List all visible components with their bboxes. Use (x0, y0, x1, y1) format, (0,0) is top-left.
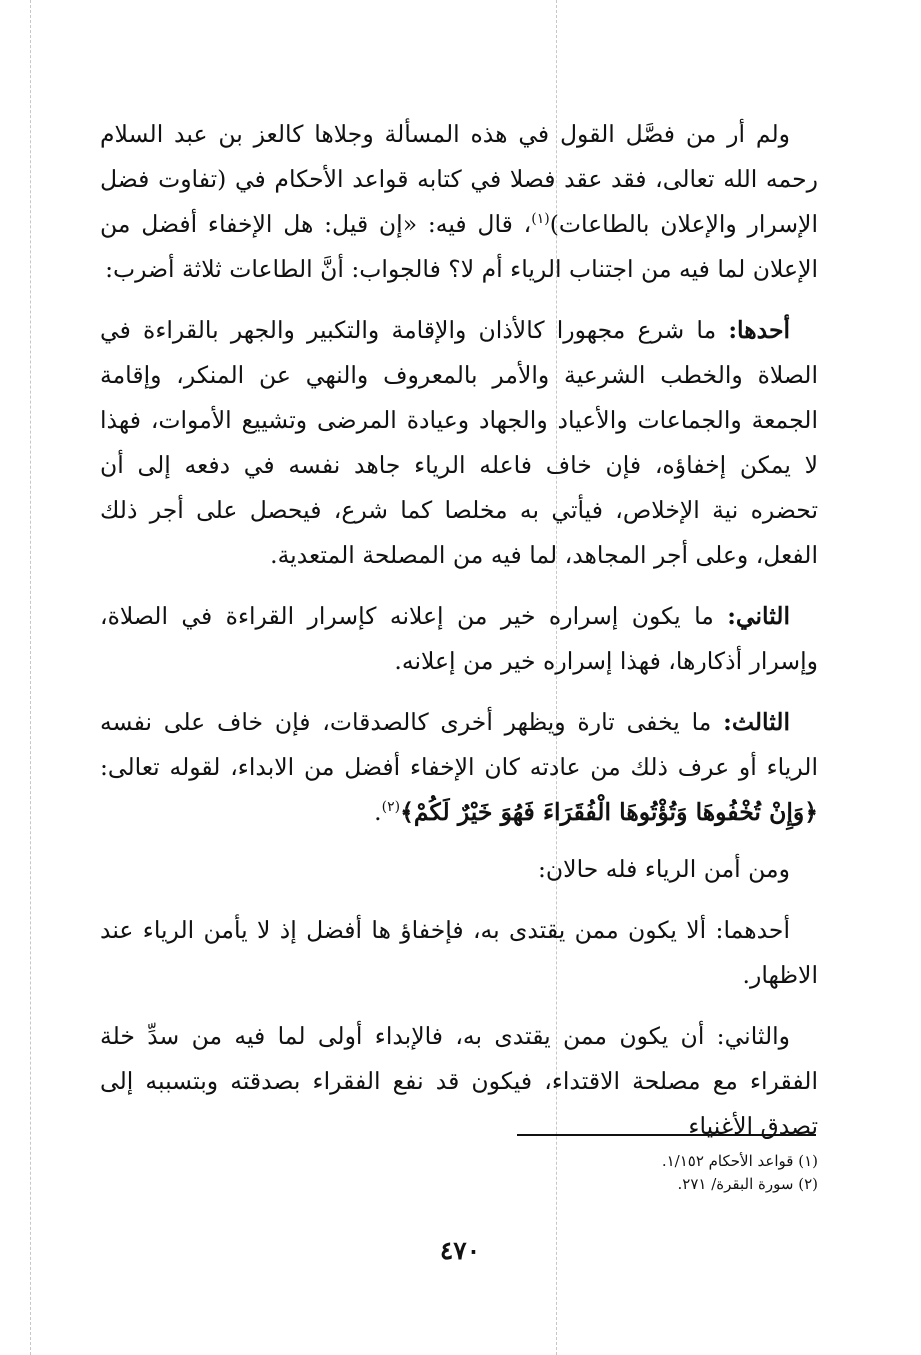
second-kind-heading: الثاني: (727, 602, 790, 630)
paragraph-intro-tail: ، قال فيه: «إن قيل: هل الإخفاء أفضل من الإعلان لما فيه من اجتناب الرياء أم لا؟ فالجواب: أنَّ الطاعات ثلاثة أضرب: (100, 210, 818, 283)
footnote-1: (١) قواعد الأحكام ١/١٥٢. (661, 1152, 818, 1170)
paragraph-second-kind (100, 594, 818, 684)
paragraph-case-two: والثاني: أن يكون ممن يقتدى به، فالإبداء أولى لما فيه من سدِّ خلة الفقراء مع مصلحة الاقتداء، فيكون قد نفع الفقراء بصدقته وبتسببه إلى تصدق الأغنياء (100, 1022, 818, 1140)
paragraph-intro (100, 112, 818, 292)
fold-line-left (30, 0, 31, 1355)
paragraph-first-kind (100, 308, 818, 578)
footnote-separator (517, 1134, 816, 1136)
first-kind-text: ما شرع مجهورا كالأذان والإقامة والتكبير والجهر بالقراءة في الصلاة والخطب الشرعية والأمر بالمعروف والنهي عن المنكر، وإقامة الجمعة والجماعات والأعياد والجهاد وعيادة المرضى وتشييع الأموات، فهذا لا يمكن إخفاؤه، فإن خاف فاعله الرياء جاهد نفسه في دفعه إلى أن تحضره نية الإخلاص، فيأتي به مخلصا كما شرع، فيحصل على أجر ذلك الفعل، وعلى أجر المجاهد، لما فيه من المصلحة المتعدية. (100, 316, 818, 569)
footnote-ref-1: (١) (531, 211, 550, 228)
first-kind-heading: أحدها: (728, 316, 790, 344)
footnote-ref-2: (٢) (381, 799, 401, 816)
paragraph-third-kind (100, 700, 818, 835)
quran-verse: ﴿وَإِنْ تُخْفُوهَا وَتُؤْتُوهَا الْفُقَرَاءَ فَهُوَ خَيْرٌ لَكُمْ﴾ (400, 798, 818, 826)
paragraph-case-one: أحدهما: ألا يكون ممن يقتدى به، فإخفاؤ ها أفضل إذ لا يأمن الرياء عند الاظهار. (100, 916, 818, 989)
second-kind-text: ما يكون إسراره خير من إعلانه كإسرار القراءة في الصلاة، وإسرار أذكارها، فهذا إسراره خير من إعلانه. (100, 602, 818, 675)
third-kind-text: ما يخفى تارة ويظهر أخرى كالصدقات، فإن خاف على نفسه الرياء أو عرف ذلك من عادته كان الإخفاء أفضل من الابداء، لقوله تعالى: (100, 708, 818, 781)
footnote-2: (٢) سورة البقرة/ ٢٧١. (677, 1175, 818, 1193)
third-kind-end: . (374, 798, 382, 826)
paragraph-intro-text: ولم أر من فصَّل القول في هذه المسألة وجلاها كالعز بن عبد السلام رحمه الله تعالى، فقد عقد فصلا في كتابه قواعد الأحكام في (تفاوت فضل الإسرار والإعلان بالطاعات) (100, 120, 818, 238)
page-number: ٤٧٠ (439, 1236, 481, 1265)
page-body (100, 112, 818, 1165)
third-kind-heading: الثالث: (723, 708, 790, 736)
paragraph-two-cases: ومن أمن الرياء فله حالان: (538, 855, 790, 883)
footnotes (480, 1150, 818, 1196)
